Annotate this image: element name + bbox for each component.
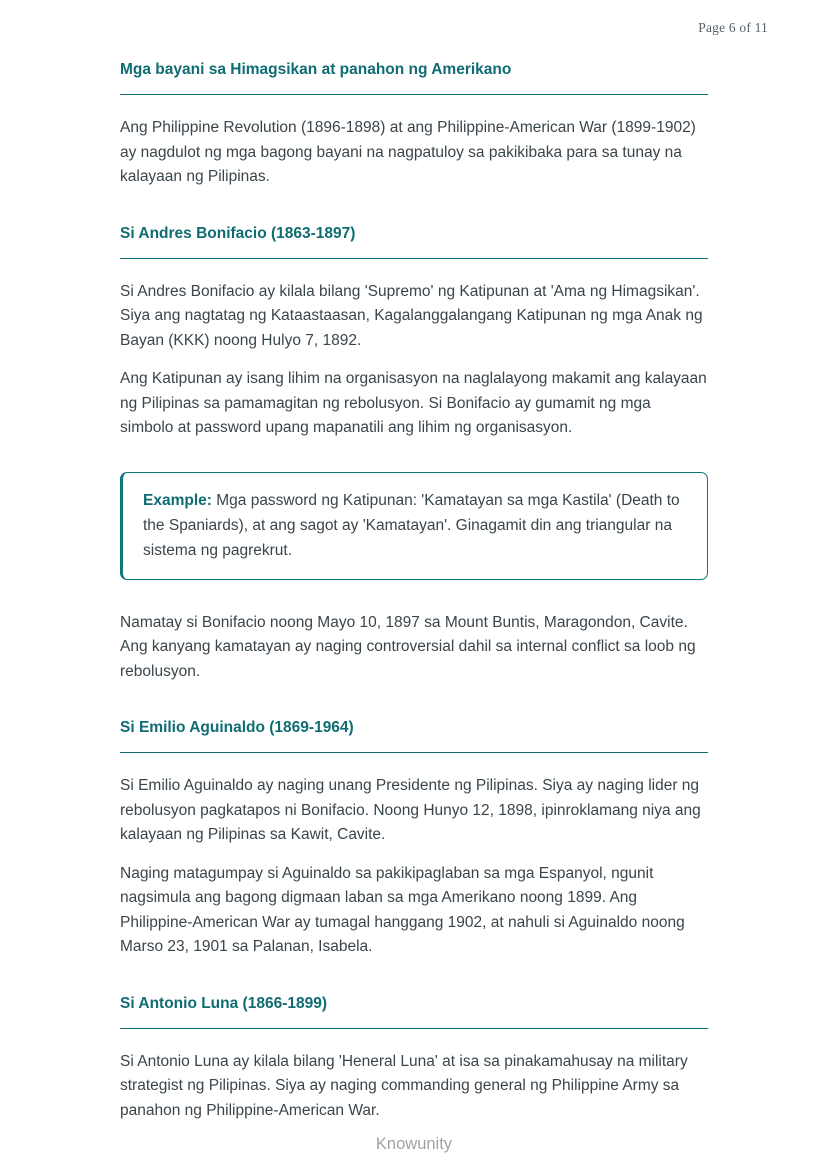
paragraph: Namatay si Bonifacio noong Mayo 10, 1897 sa Mount Buntis, Maragondon, Cavite. Ang kanyang kamatayan ay naging controversial dahil sa internal conflict sa loob ng rebolusyon.	[120, 613, 696, 680]
heading-rule	[120, 258, 708, 259]
main-heading: Mga bayani sa Himagsikan at panahon ng Amerikano	[120, 61, 512, 78]
example-text	[143, 488, 687, 563]
section-heading-luna: Si Antonio Luna (1866-1899)	[120, 994, 327, 1012]
page-indicator: Page 6 of 11	[698, 20, 768, 35]
paragraph: Si Antonio Luna ay kilala bilang 'Heneral Luna' at isa sa pinakamahusay na military strategist ng Pilipinas. Siya ay naging commanding general ng Philippine Army sa panahon ng Philippine-American War.	[120, 1052, 688, 1119]
section-main	[120, 60, 708, 190]
heading-rule	[120, 94, 708, 95]
example-label: Example:	[143, 491, 212, 509]
section-heading-aguinaldo: Si Emilio Aguinaldo (1869-1964)	[120, 719, 354, 736]
example-body: Mga password ng Katipunan: 'Kamatayan sa mga Kastila' (Death to the Spaniards), at ang sagot ay 'Kamatayan'. Ginagamit din ang triangular na sistema ng pagrekrut.	[143, 491, 680, 559]
section-luna	[120, 994, 708, 1124]
paragraph: Si Andres Bonifacio ay kilala bilang 'Supremo' ng Katipunan at 'Ama ng Himagsikan'. Siya ang nagtatag ng Kataastaasan, Kagalanggalangang Katipunan ng mga Anak ng Bayan (KKK) noong Hulyo 7, 1892.	[120, 282, 703, 349]
paragraph: Ang Katipunan ay isang lihim na organisasyon na naglalayong makamit ang kalayaan ng Pilipinas sa pamamagitan ng rebolusyon. Si Bonifacio ay gumamit ng mga simbolo at password upang mapanatili ang lihim ng organisasyon.	[120, 370, 707, 436]
example-callout	[120, 472, 708, 580]
document-content	[120, 60, 708, 1123]
intro-paragraph: Ang Philippine Revolution (1896-1898) at ang Philippine-American War (1899-1902) ay nagdulot ng mga bagong bayani na nagpatuloy sa pakikibaka para sa tunay na kalayaan ng Pilipinas.	[120, 119, 696, 185]
heading-rule	[120, 1028, 708, 1029]
paragraph: Si Emilio Aguinaldo ay naging unang Presidente ng Pilipinas. Siya ay naging lider ng rebolusyon pagkatapos ni Bonifacio. Noong Hunyo 12, 1898, ipinroklamang niya ang kalayaan ng Pilipinas sa Kawit, Cavite.	[120, 777, 701, 843]
section-aguinaldo	[120, 718, 708, 960]
paragraph: Naging matagumpay si Aguinaldo sa pakikipaglaban sa mga Espanyol, ngunit nagsimula ang bagong digmaan laban sa mga Amerikano noong 1899. Ang Philippine-American War ay tumagal hanggang 1902, at nahuli si Aguinaldo noong Marso 23, 1901 sa Palanan, Isabela.	[120, 864, 685, 955]
section-heading-bonifacio: Si Andres Bonifacio (1863-1897)	[120, 224, 356, 242]
section-bonifacio	[120, 224, 708, 685]
heading-rule	[120, 752, 708, 753]
brand-footer: Knowunity	[375, 1135, 453, 1153]
